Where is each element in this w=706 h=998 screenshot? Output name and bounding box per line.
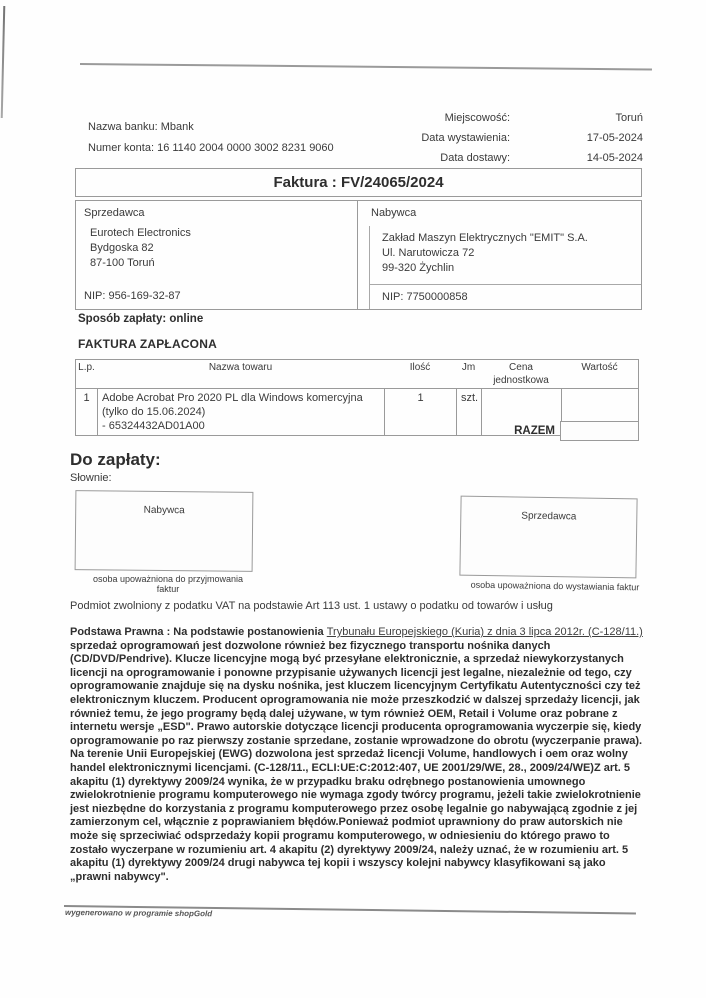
legal-intro: Podstawa Prawna : Na podstawie postanowienia [70,626,327,638]
col-header-name: Nazwa towaru [208,362,273,373]
buyer-panel [358,201,641,309]
total-row [75,421,639,441]
meta-row-issue-date [380,128,643,148]
meta-row-place [380,108,643,128]
delivery-date-value: 14-05-2024 [586,152,643,164]
bank-name-line: Nazwa banku: Mbank [88,121,194,133]
payment-method: Sposób zapłaty: online [78,313,204,325]
issue-date-value: 17-05-2024 [586,132,643,144]
amount-due-heading: Do zapłaty: [70,450,161,469]
seller-address [76,219,357,271]
seller-signature-caption: osoba upoważniona do wystawiania faktur [470,579,640,593]
generator-note: wygenerowano w programie shopGold [64,908,213,919]
seller-city: 87-100 Toruń [90,257,155,269]
parties-section [75,200,642,310]
total-value-box [560,421,639,441]
legal-citation-link[interactable]: Trybunału Europejskiego (Kuria) z dnia 3 lipca 2012r. (C-128/11.) [326,626,643,638]
legal-body: sprzedaż oprogramowań jest dozwolone również bez fizycznego transportu nośnika danych (CD/DVD/Pendrive). Klucze licencyjne mogą być przesyłane elektronicznie, a sprzedaż niewykorzystanych licencji na oprogramowanie i ponowne przypisanie używanych licencji jest legalne, niezależnie od tego, czy oprogramowanie znajduje się na dysku nośnika, jest kluczem licencyjnym Certyfikatu Autentyczności czy też elektronicznym kluczem. Producent oprogramowania nie może przeszkodzić w dalszej sprzedaży licencji, jak również temu, że jego programy będą dalej używane, w tym również OEM, Retail i Volume oraz pobrane z internetu wersje „ESD". Prawo autorskie dotyczące licencji producenta oprogramowania wyczerpie się, kiedy oprogramowanie po raz pierwszy zostanie sprzedane, zostanie wprowadzone do obrotu (wyczerpanie prawa). Na terenie Unii Europejskiej (EWG) dozwolona jest sprzedaż licencji Volume, handlowych i oem oraz wolny handel elektronicznymi licencjami. (C-128/11., ECLI:UE:C:2012:407, UE 2001/29/WE, 28., 2009/24/WE)Z art. 5 akapitu (1) dyrektywy 2009/24 wynika, że w przypadku braku odrębnego postanowienia umownego zwielokrotnienie programu komputerowego nie wymaga zgody twórcy programu, jeżeli takie zwielokrotnienie jest niezbędne do korzystania z programu komputerowego przez osobę legalnie go nabywającą zgodnie z jej zamierzonym cel, włącznie z poprawianiem błędów.Ponieważ podmiot uprawniony do praw autorskich nie może się sprzeciwiać odsprzedaży kopii programu komputerowego, w odniesieniu do którego prawo to zostało wyczerpane w rozumieniu art. 4 akapitu (2) dyrektywy 2009/24, należy uznać, że w rozumieniu art. 5 akapitu (1) dyrektywy 2009/24 drugi nabywca tej kopii i wszyscy kolejni nabywcy klasyfikowani są jako „prawni nabywcy". [70,639,643,883]
item-lp-cell: 1 [83,392,90,404]
buyer-street: Ul. Narutowicza 72 [382,247,475,259]
scan-edge-artifact [1,6,6,118]
seller-street: Bydgoska 82 [90,242,154,254]
payment-status: FAKTURA ZAPŁACONA [78,337,217,351]
buyer-box [369,226,641,309]
buyer-nip: NIP: 7750000858 [370,284,641,309]
buyer-signature-caption: osoba upoważniona do przyjmowania faktur [92,574,244,594]
delivery-date-label: Data dostawy: [440,152,510,164]
seller-panel [76,201,357,309]
header-divider-line [80,63,652,70]
legal-basis-paragraph [70,626,647,884]
item-qty-cell: 1 [384,389,456,435]
invoice-title: Faktura : FV/24065/2024 [75,168,642,197]
item-name: Adobe Acrobat Pro 2020 PL dla Windows komercyjna (tylko do 15.06.2024) [102,392,363,418]
bank-info [88,117,334,159]
buyer-address [370,226,641,284]
vat-exemption-note: Podmiot zwolniony z podatku VAT na podstawie Art 113 ust. 1 ustawy o podatku od towarów i usług [70,600,553,612]
seller-name: Eurotech Electronics [90,227,191,239]
col-header-unit-price: Cena jednostkowa [493,362,549,386]
place-label: Miejscowość: [444,112,510,124]
amount-in-words-label: Słownie: [70,472,112,484]
item-code: - 65324432AD01A00 [102,420,205,432]
seller-signature-box [459,496,637,579]
col-header-lp: L.p. [78,362,95,373]
col-header-value: Wartość [581,362,618,373]
invoice-meta [380,108,643,168]
buyer-name: Zakład Maszyn Elektrycznych "EMIT" S.A. [382,232,588,244]
buyer-signature-box [75,490,254,572]
account-number-line: Numer konta: 16 1140 2004 0000 3002 8231 9060 [88,142,334,154]
buyer-label: Nabywca [371,207,417,219]
meta-row-delivery-date [380,148,643,168]
seller-label: Sprzedawca [84,207,145,219]
issue-date-label: Data wystawienia: [421,132,510,144]
item-unit-cell: szt. [456,389,481,435]
items-table-header-row [76,360,638,389]
col-header-qty: Ilość [409,362,431,373]
col-header-unit: Jm [461,362,476,373]
seller-signature-label: Sprzedawca [521,510,577,523]
place-value: Toruń [615,112,643,124]
total-label: RAZEM [514,425,555,437]
seller-nip: NIP: 956-169-32-87 [84,290,181,302]
buyer-city: 99-320 Żychlin [382,262,455,274]
buyer-signature-label: Nabywca [143,504,185,517]
